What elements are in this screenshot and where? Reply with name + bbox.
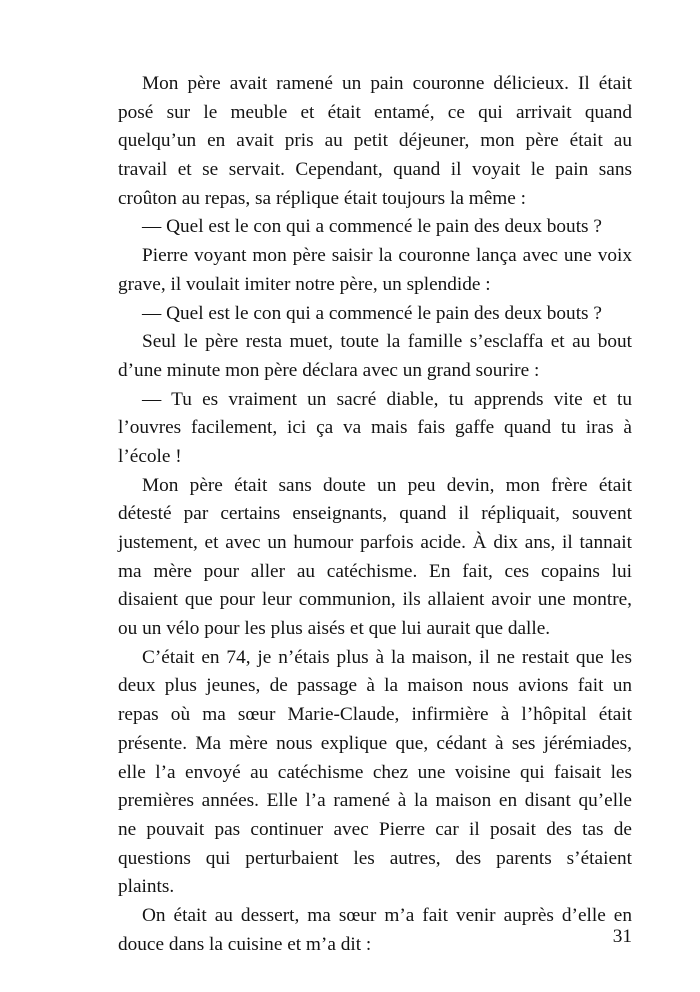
paragraph: [118, 70, 632, 213]
text-line: disaient que pour leur communion, ils allaient avoir une montre,: [118, 589, 632, 611]
paragraph: [118, 902, 632, 959]
text-line: Seul le père resta muet, toute la famille s’esclaffa et au bout: [142, 331, 632, 353]
text-line: On était au dessert, ma sœur m’a fait venir auprès d’elle en: [142, 904, 632, 926]
text-line: quelqu’un en avait pris au petit déjeuner, mon père était au: [118, 130, 632, 152]
paragraph: [118, 472, 632, 644]
text-line: grave, il voulait imiter notre père, un splendide :: [118, 273, 491, 295]
text-line: — Quel est le con qui a commencé le pain des deux bouts ?: [142, 216, 602, 238]
text-line: l’école !: [118, 445, 182, 467]
text-line: justement, et avec un humour parfois acide. À dix ans, il tannait: [118, 532, 632, 553]
text-line: ne pouvait pas continuer avec Pierre car il posait des tas de: [118, 818, 632, 840]
text-line: C’était en 74, je n’étais plus à la maison, il ne restait que les: [142, 646, 632, 668]
text-line: détesté par certains enseignants, quand il répliquait, souvent: [118, 503, 632, 525]
text-line: plaints.: [118, 876, 175, 898]
text-line: posé sur le meuble et était entamé, ce qui arrivait quand: [118, 101, 632, 123]
paragraph: [118, 300, 632, 329]
text-line: questions qui perturbaient les autres, des parents s’étaient: [118, 847, 632, 869]
text-line: d’une minute mon père déclara avec un grand sourire :: [118, 359, 540, 381]
text-line: Pierre voyant mon père saisir la couronne lança avec une voix: [142, 245, 632, 267]
paragraph: [118, 242, 632, 299]
text-line: ou un vélo pour les plus aisés et que lui aurait que dalle.: [118, 618, 551, 640]
text-line: repas où ma sœur Marie-Claude, infirmière à l’hôpital était: [118, 704, 632, 726]
text-line: — Tu es vraiment un sacré diable, tu apprends vite et tu: [142, 388, 632, 410]
text-line: l’ouvres facilement, ici ça va mais fais gaffe quand tu iras à: [118, 417, 632, 439]
text-line: — Quel est le con qui a commencé le pain des deux bouts ?: [142, 302, 602, 324]
text-line: présente. Ma mère nous explique que, cédant à ses jérémiades,: [118, 732, 632, 754]
paragraph: [118, 213, 632, 242]
text-line: deux plus jeunes, de passage à la maison nous avions fait un: [118, 675, 632, 697]
paragraph: [118, 386, 632, 472]
text-line: croûton au repas, sa réplique était toujours la même :: [118, 187, 526, 209]
paragraph: [118, 644, 632, 902]
text-line: premières années. Elle l’a ramené à la maison en disant qu’elle: [118, 790, 632, 812]
text-line: Mon père était sans doute un peu devin, mon frère était: [142, 474, 632, 496]
text-line: travail et se servait. Cependant, quand il voyait le pain sans: [118, 159, 632, 181]
text-line: douce dans la cuisine et m’a dit :: [118, 933, 372, 955]
text-line: elle l’a envoyé au catéchisme chez une voisine qui faisait les: [118, 761, 632, 783]
text-line: ma mère pour aller au catéchisme. En fait, ces copains lui: [118, 560, 632, 582]
page-number: 31: [612, 926, 632, 947]
page-body: [118, 70, 632, 959]
text-line: Mon père avait ramené un pain couronne délicieux. Il était: [142, 73, 632, 94]
paragraph: [118, 328, 632, 385]
